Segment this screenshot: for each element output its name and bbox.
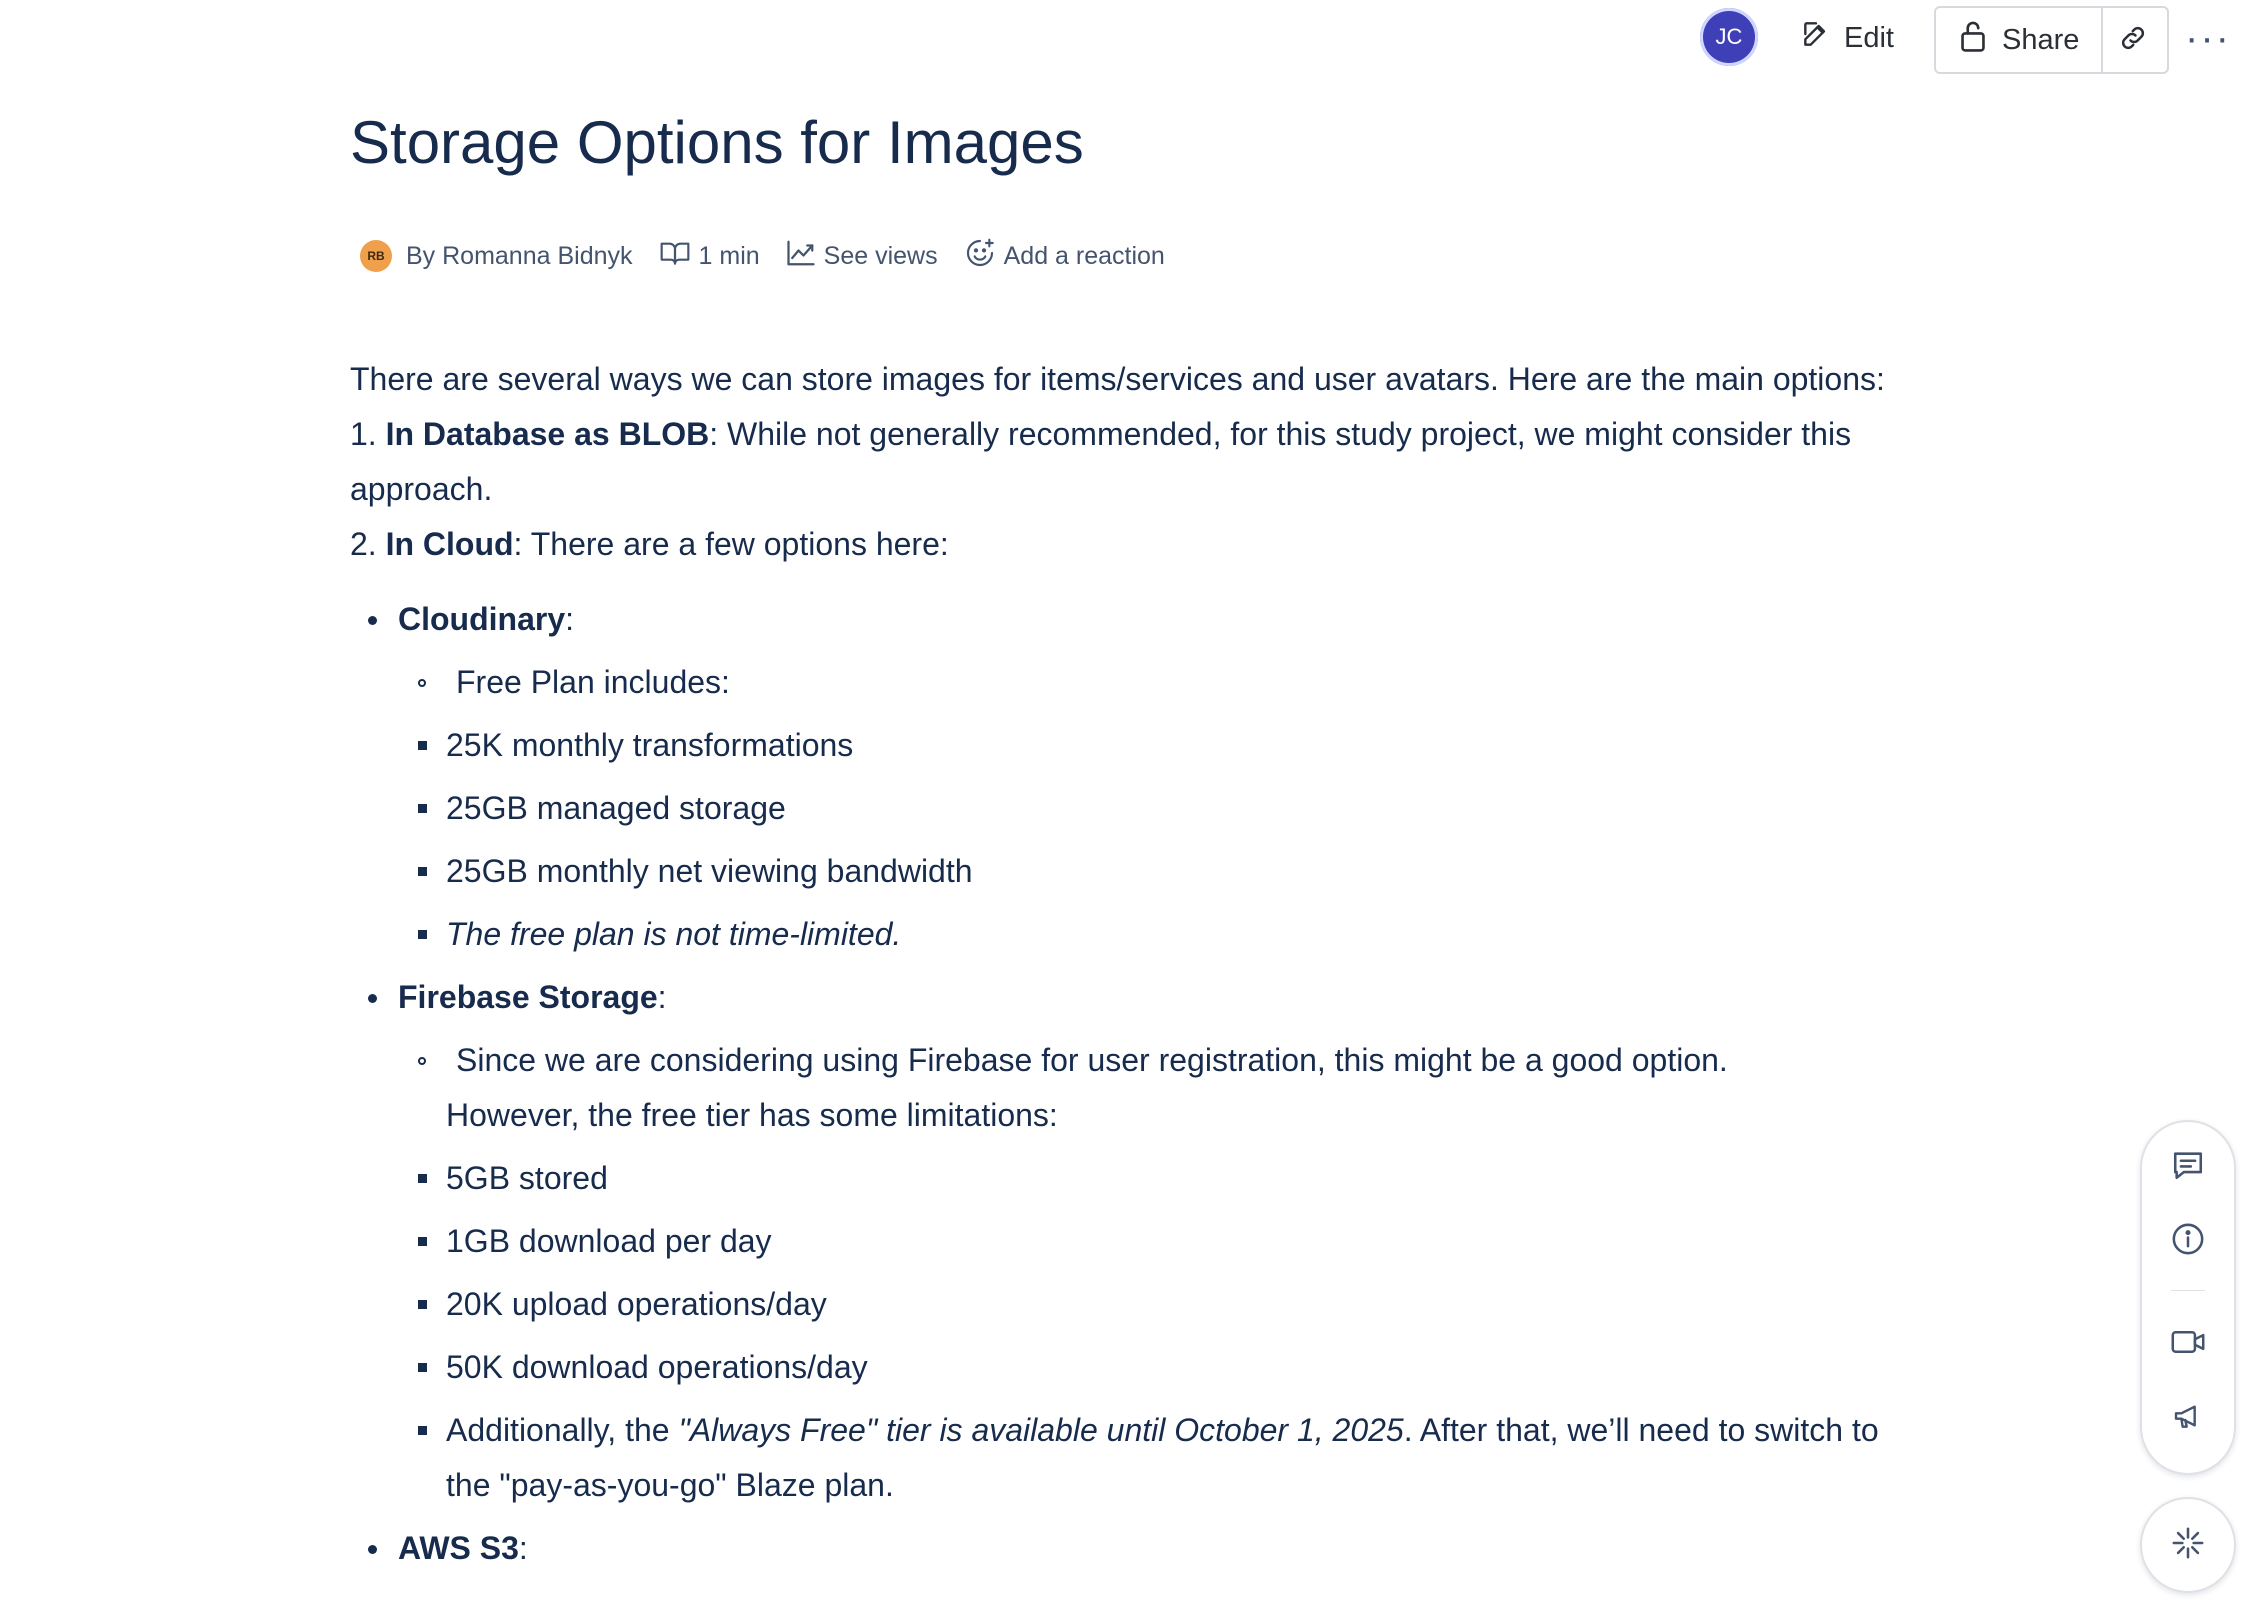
option-2-number: 2. — [350, 526, 386, 562]
firebase-limits-list — [398, 1151, 1890, 1513]
list-item: 5GB stored — [398, 1151, 1890, 1206]
cloudinary-sublist — [398, 655, 1890, 962]
list-item: 25GB managed storage — [398, 781, 1890, 836]
comment-icon[interactable] — [2168, 1148, 2208, 1182]
side-action-panel — [2140, 1120, 2236, 1475]
list-item: 50K download operations/day — [398, 1340, 1890, 1395]
option-2 — [350, 517, 1890, 572]
megaphone-icon[interactable] — [2168, 1399, 2208, 1433]
list-item — [398, 1403, 1890, 1513]
author-name[interactable]: By Romanna Bidnyk — [406, 241, 633, 270]
page-title: Storage Options for Images — [350, 109, 1084, 176]
top-bar — [0, 0, 2246, 80]
link-icon — [2118, 23, 2148, 58]
edit-button[interactable] — [1800, 18, 1894, 58]
firebase-sublist — [398, 1033, 1890, 1513]
author-initials: RB — [367, 249, 385, 263]
byline — [360, 238, 1191, 274]
list-item: 20K upload operations/day — [398, 1277, 1890, 1332]
list-item: 1GB download per day — [398, 1214, 1890, 1269]
ai-sparkle-icon — [2171, 1526, 2205, 1565]
pencil-icon — [1800, 18, 1832, 58]
list-item-aws — [350, 1521, 1890, 1576]
option-1 — [350, 407, 1890, 517]
share-group — [1934, 6, 2169, 74]
video-icon[interactable] — [2168, 1325, 2208, 1359]
edit-label: Edit — [1844, 21, 1894, 54]
option-1-text: : While not generally recommended, for this study project, we might consider this approach. — [350, 416, 1852, 507]
firebase-desc-line2: However, the free tier has some limitations: — [446, 1097, 1058, 1133]
share-label: Share — [2002, 23, 2080, 56]
cloud-options-list — [350, 592, 1890, 1576]
free-plan-list — [398, 718, 1890, 962]
list-item-firebase — [350, 970, 1890, 1513]
see-views-label: See views — [823, 241, 938, 270]
aws-colon: : — [518, 1530, 528, 1566]
list-item-firebase-desc — [398, 1033, 1890, 1513]
firebase-desc-line1: Since we are considering using Firebase for user registration, this might be a good option. — [456, 1042, 1728, 1078]
list-item: 25GB monthly net viewing bandwidth — [398, 844, 1890, 899]
read-time-label: 1 min — [698, 241, 760, 270]
side-panel-divider — [2171, 1290, 2205, 1292]
add-reaction-button[interactable] — [964, 237, 1165, 276]
info-icon[interactable] — [2168, 1222, 2208, 1256]
aws-title: AWS S3 — [398, 1530, 519, 1566]
free-plan-note: The free plan is not time-limited. — [446, 916, 902, 952]
user-avatar[interactable] — [1700, 8, 1758, 66]
see-views-button[interactable] — [786, 239, 938, 274]
ai-assistant-button[interactable] — [2140, 1497, 2236, 1593]
read-time — [659, 239, 760, 274]
option-1-title: In Database as BLOB — [385, 416, 710, 452]
list-item: 25K monthly transformations — [398, 718, 1890, 773]
share-button[interactable] — [1936, 8, 2103, 72]
book-icon — [659, 239, 691, 274]
unlock-icon — [1958, 19, 1988, 61]
free-plan-label: Free Plan includes: — [456, 664, 730, 700]
intro-paragraph: There are several ways we can store images for items/services and user avatars. Here are the main options: — [350, 361, 1885, 397]
emoji-add-icon — [964, 237, 996, 276]
cloudinary-title: Cloudinary — [398, 601, 566, 637]
list-item-cloudinary — [350, 592, 1890, 962]
firebase-colon: : — [657, 979, 667, 1015]
always-free-note: "Always Free" tier is available until October 1, 2025 — [678, 1412, 1404, 1448]
add-reaction-label: Add a reaction — [1003, 241, 1165, 270]
extra-post: . After that, we’ll need to switch to the "pay-as-you-go" Blaze plan. — [446, 1412, 1879, 1503]
copy-link-button[interactable] — [2103, 8, 2163, 72]
author-avatar[interactable] — [360, 240, 392, 272]
page-content — [350, 352, 1890, 1576]
list-item-free-plan — [398, 655, 1890, 962]
firebase-title: Firebase Storage — [398, 979, 658, 1015]
trend-icon — [786, 239, 816, 274]
more-actions-button[interactable] — [2185, 15, 2231, 60]
option-2-title: In Cloud — [385, 526, 514, 562]
list-item — [398, 907, 1890, 962]
extra-pre: Additionally, the — [446, 1412, 679, 1448]
cloudinary-colon: : — [565, 601, 575, 637]
option-1-number: 1. — [350, 416, 386, 452]
user-initials: JC — [1715, 24, 1743, 49]
option-2-text: : There are a few options here: — [513, 526, 949, 562]
more-icon: ··· — [2185, 15, 2231, 60]
